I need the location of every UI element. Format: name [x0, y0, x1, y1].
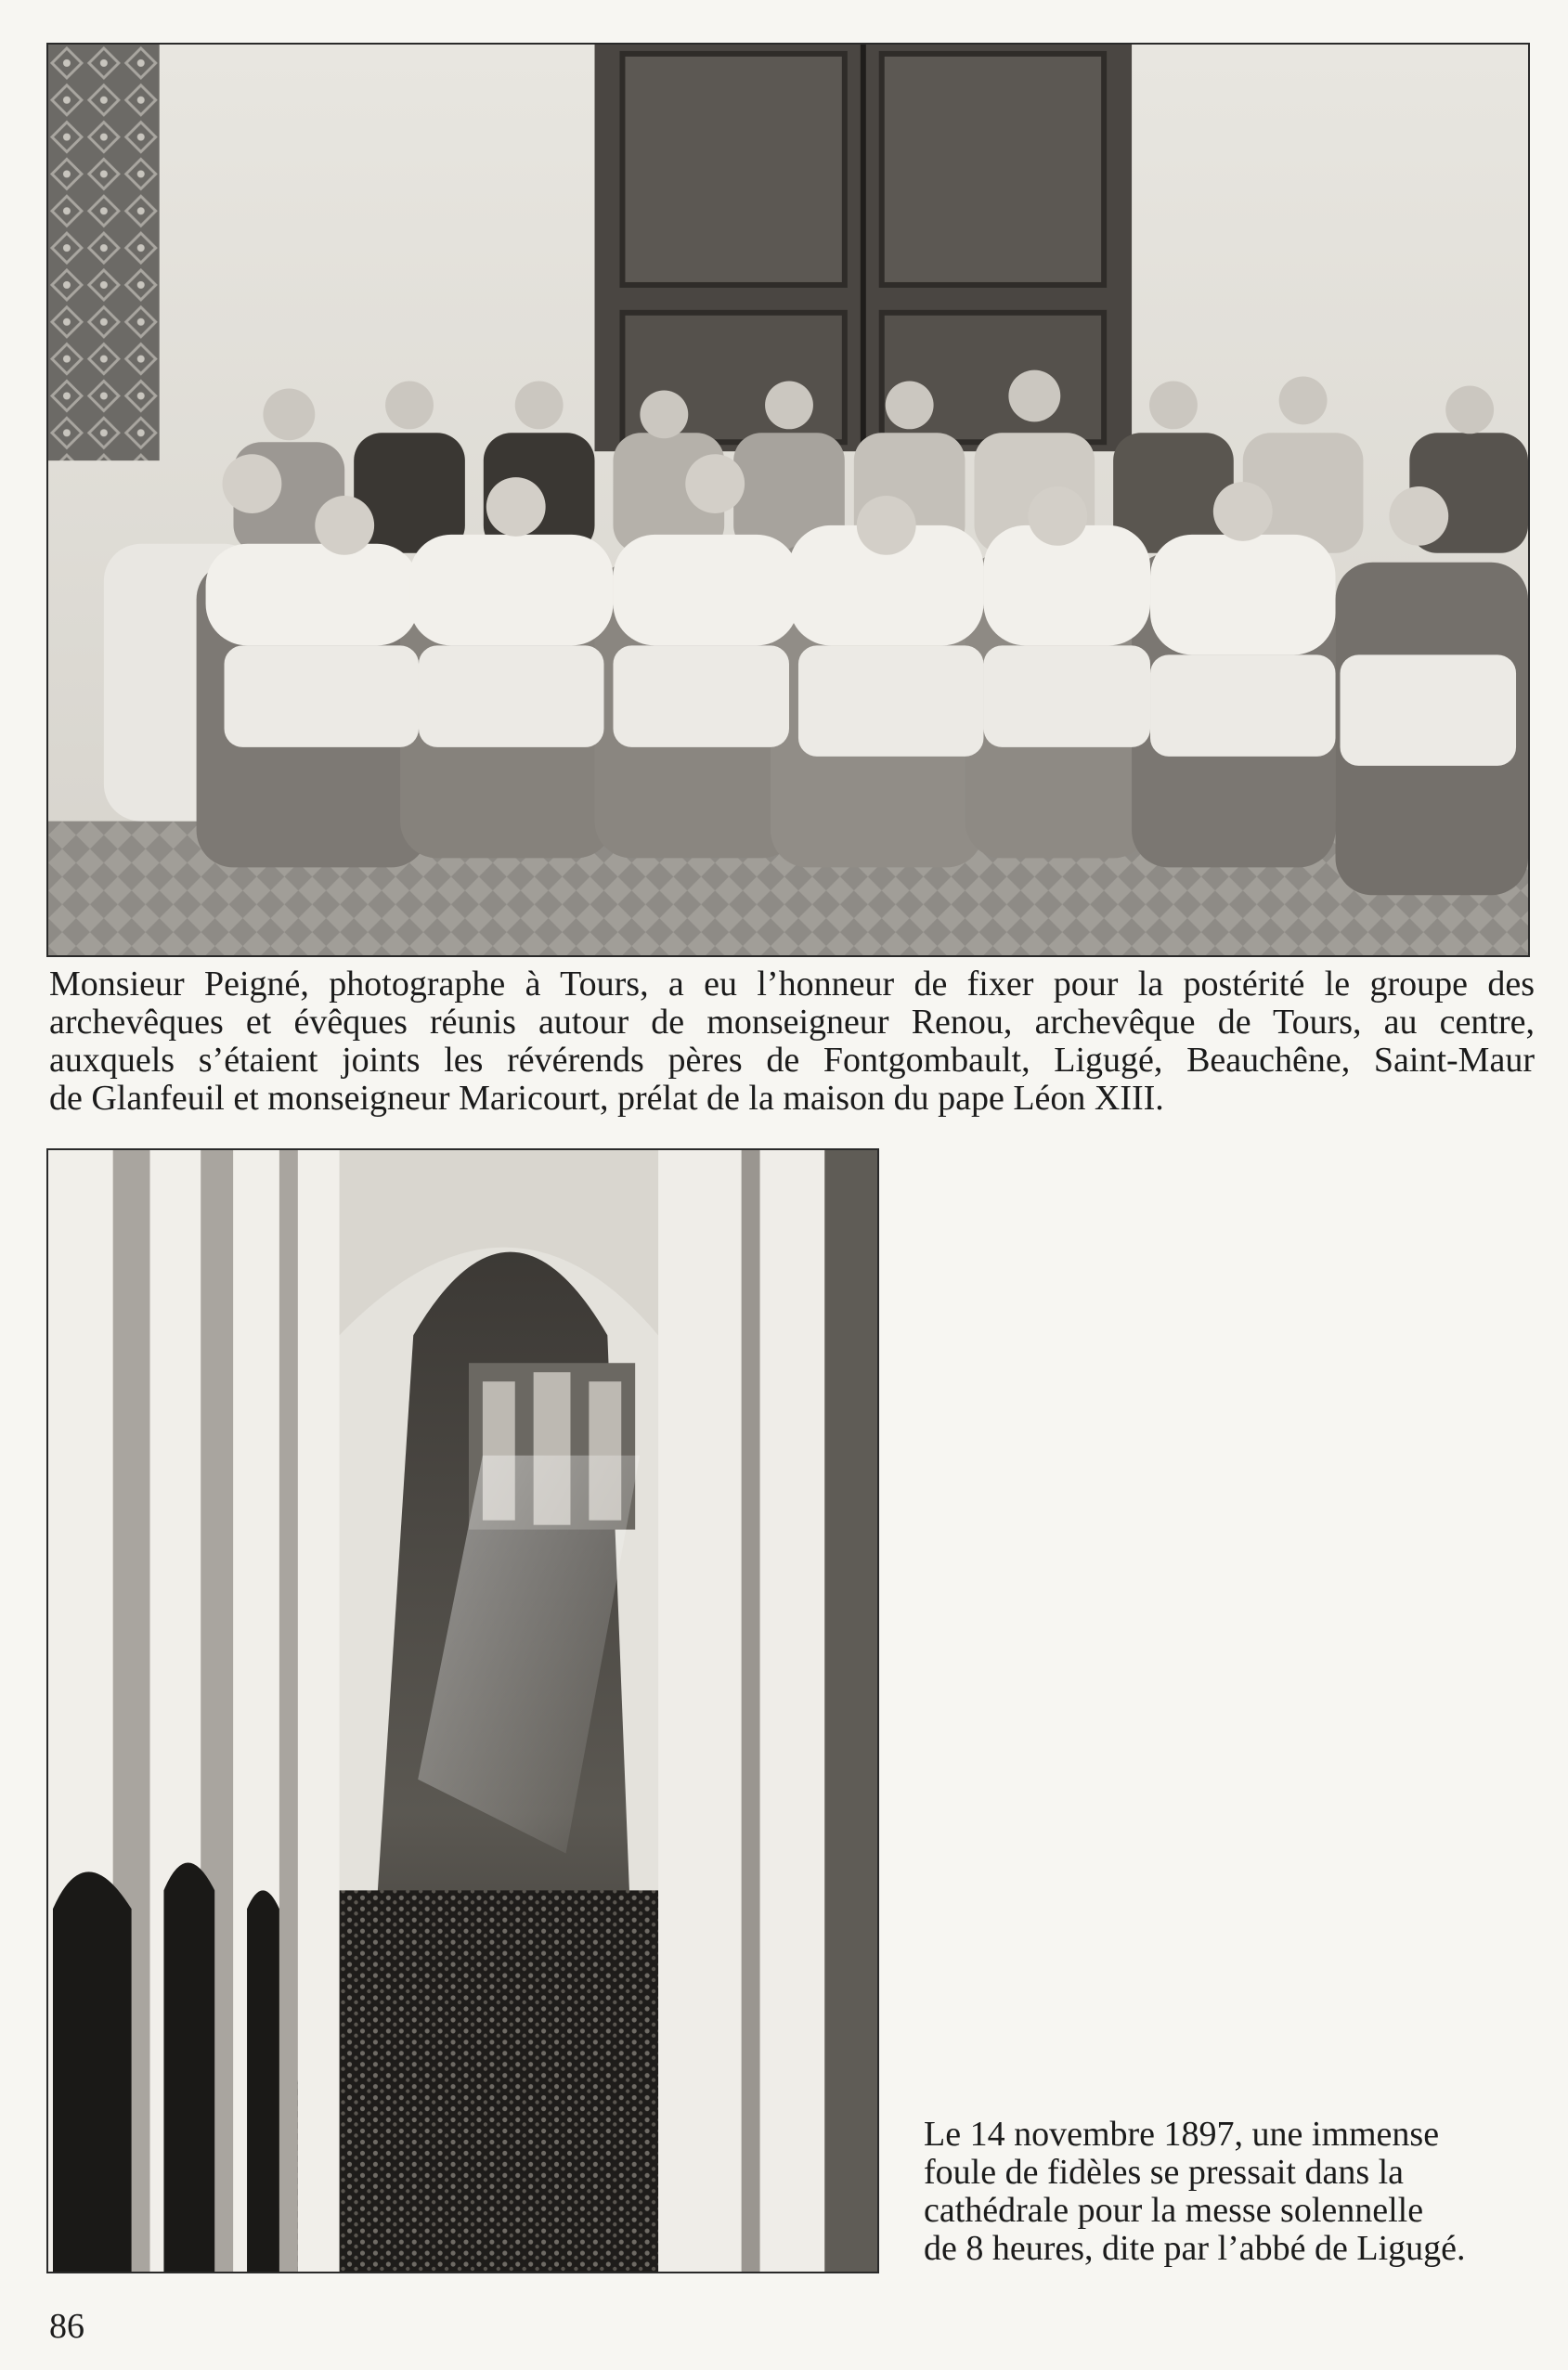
- caption-line: foule de fidèles se pressait dans la: [924, 2153, 1405, 2192]
- page-number: 86: [49, 2307, 84, 2346]
- bishops-photo-drawing: [48, 45, 1528, 955]
- cathedral-photo-drawing: [48, 1150, 877, 2272]
- cathedral-nave-photo: [46, 1148, 879, 2273]
- bottom-photo-caption: [924, 2116, 1536, 2268]
- caption-line: archevêques et évêques réunis autour de monseigneur Renou, archevêque de Tours, au centre,: [49, 1003, 1535, 1042]
- caption-line: de Glanfeuil et monseigneur Maricourt, prélat de la maison du pape Léon XIII.: [49, 1079, 1164, 1118]
- caption-line: de 8 heures, dite par l’abbé de Ligugé.: [924, 2229, 1466, 2268]
- caption-line: cathédrale pour la messe solennelle: [924, 2191, 1424, 2230]
- bishops-group-photo: [46, 43, 1530, 957]
- caption-line: Monsieur Peigné, photographe à Tours, a eu l’honneur de fixer pour la postérité le groupe des: [49, 965, 1535, 1004]
- caption-line: Le 14 novembre 1897, une immense: [924, 2115, 1440, 2154]
- caption-line: auxquels s’étaient joints les révérends pères de Fontgombault, Ligugé, Beauchêne, Saint-Maur: [49, 1041, 1535, 1080]
- top-photo-caption: [49, 965, 1535, 1118]
